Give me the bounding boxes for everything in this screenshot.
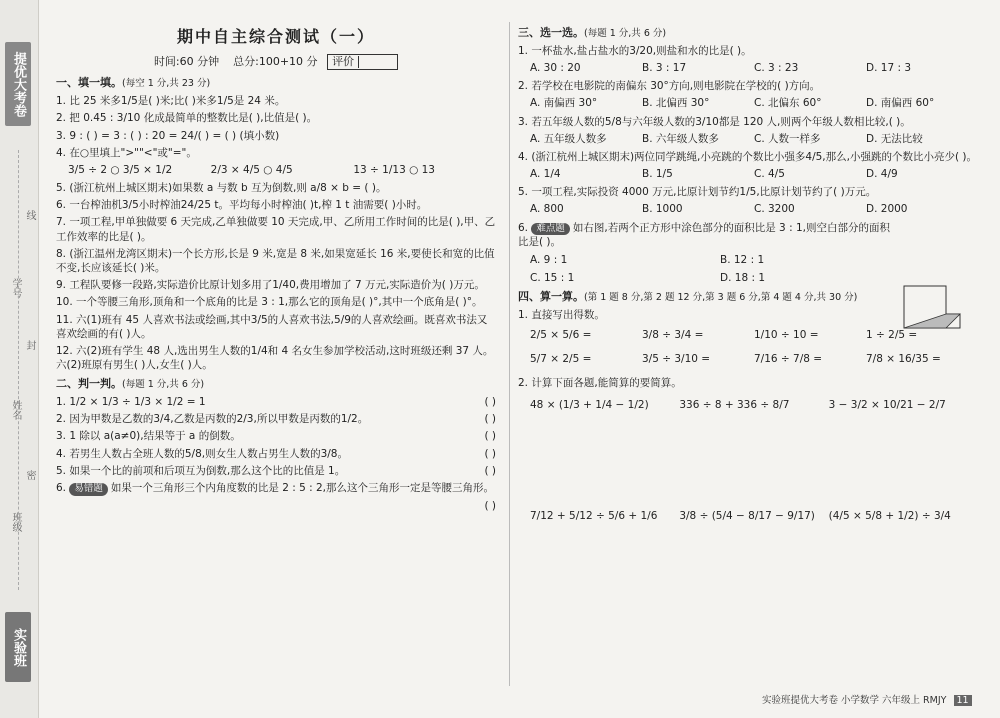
section-note: (每题 1 分,共 6 分) xyxy=(122,379,205,391)
seal-mark-seal: 封 xyxy=(24,340,35,350)
calc-row xyxy=(530,328,978,342)
judge-text: 1. 1/2 × 1/3 ÷ 1/3 × 1/2 = 1 xyxy=(56,396,206,409)
judge-paren-row xyxy=(56,499,496,513)
page-footer xyxy=(762,692,972,706)
page-number: 11 xyxy=(954,695,972,706)
question: 4. (浙江杭州上城区期末)两位同学跳绳,小亮跳的个数比小强多4/5,那么,小强跳的个数比小亮少( )。 xyxy=(518,150,977,163)
difficult-badge: 难点题 xyxy=(531,223,570,236)
calc-row xyxy=(530,509,978,523)
calc-item: 3/8 ÷ 3/4 = xyxy=(642,328,704,341)
section-title: 二、判一判。 xyxy=(56,377,122,391)
question: 1. 比 25 米多1/5是( )米;比( )米多1/5是 24 米。 xyxy=(56,95,286,108)
calc-item: 5/7 × 2/5 = xyxy=(530,353,592,366)
options-row xyxy=(530,96,978,110)
brand-logo-bottom: 实验班 xyxy=(5,612,31,682)
calc-item: (4/5 × 5/8 + 1/2) ÷ 3/4 xyxy=(828,509,951,522)
question: 5. 一项工程,实际投资 4000 万元,比原计划节约1/5,比原计划节约了( )万元。 xyxy=(518,186,877,199)
option: D. 17 : 3 xyxy=(866,62,912,75)
answer-paren: ( ) xyxy=(484,464,496,477)
section-fill xyxy=(56,76,496,91)
answer-paren: ( ) xyxy=(484,413,496,426)
question: 9. 工程队要修一段路,实际造价比原计划多用了1/40,费用增加了 7 万元,实际造价为( )万元。 xyxy=(56,279,485,292)
judge-item xyxy=(56,464,496,478)
option: A. 800 xyxy=(530,203,564,216)
calc-item: 3 − 3/2 × 10/21 − 2/7 xyxy=(828,399,946,412)
compare-item: 3/5 ÷ 2 ○ 3/5 × 1/2 xyxy=(68,163,173,176)
footer-text: 实验班提优大考卷 小学数学 六年级上 RMJY xyxy=(762,695,947,706)
option: C. 人数一样多 xyxy=(754,132,821,145)
judge-text: 2. 因为甲数是乙数的3/4,乙数是丙数的2/3,所以甲数是丙数的1/2。 xyxy=(56,413,369,426)
question: 1. 一杯盐水,盐占盐水的3/20,则盐和水的比是( )。 xyxy=(518,44,752,57)
section-title: 三、选一选。 xyxy=(518,26,584,39)
question: 2. 若学校在电影院的南偏东 30°方向,则电影院在学校的( )方向。 xyxy=(518,80,821,93)
seal-mark-secret: 密 xyxy=(24,470,35,480)
question: 10. 一个等腰三角形,顶角和一个底角的比是 3 : 1,那么它的顶角是( )°,其中一个底角是( )°。 xyxy=(56,296,483,309)
question: 11. 六(1)班有 45 人喜欢书法或绘画,其中3/5的人喜欢书法,5/9的人喜欢绘画。既喜欢书法又喜欢绘画的有( )人。 xyxy=(56,313,488,340)
calc-row xyxy=(530,398,978,412)
question: 12. 六(2)班有学生 48 人,选出男生人数的1/4和 4 名女生参加学校活动,这时班级还剩 37 人。六(2)班原有男生( )人,女生( )人。 xyxy=(56,344,494,372)
squares-figure xyxy=(903,285,961,329)
calc-item: 3/8 ÷ (5/4 − 8/17 − 9/17) xyxy=(679,509,815,522)
section-judge xyxy=(56,377,496,392)
page-title: 期中自主综合测试（一） xyxy=(176,27,375,46)
option: D. 4/9 xyxy=(866,168,898,181)
eval-label: 评价 xyxy=(332,54,355,68)
calc-item: 336 ÷ 8 + 336 ÷ 8/7 xyxy=(679,399,790,412)
question: 2. 把 0.45 : 3/10 化成最简单的整数比是( ),比值是( )。 xyxy=(56,112,318,125)
exam-meta xyxy=(56,54,496,71)
answer-paren: ( ) xyxy=(484,430,496,443)
calc-item: 3/5 ÷ 3/10 = xyxy=(642,353,711,366)
option: D. 18 : 1 xyxy=(720,271,766,284)
calc-item: 7/8 × 16/35 = xyxy=(866,353,941,366)
judge-text: 3. 1 除以 a(a≠0),结果等于 a 的倒数。 xyxy=(56,430,241,443)
option: C. 3 : 23 xyxy=(754,62,799,75)
option: C. 4/5 xyxy=(754,168,785,181)
judge-text: 如果一个三角形三个内角度数的比是 2 : 5 : 2,那么这个三角形一定是等腰三角形。 xyxy=(110,481,495,494)
option: D. 2000 xyxy=(866,203,908,216)
calc-item: 48 × (1/3 + 1/4 − 1/2) xyxy=(530,399,649,412)
question: 3. 若五年级人数的5/8与六年级人数的3/10都是 120 人,则两个年级人数相比较,( )。 xyxy=(518,115,911,128)
score-label: 总分:100+10 分 xyxy=(233,54,318,68)
eval-box xyxy=(327,54,398,71)
question: 6. 难点题 如右图,若两个正方形中涂色部分的面积比是 3 : 1,则空白部分的面积比是( )。 xyxy=(518,221,890,249)
calc-item: 7/12 + 5/12 ÷ 5/6 + 1/6 xyxy=(530,509,658,522)
option: B. 六年级人数多 xyxy=(642,132,719,145)
option: A. 1/4 xyxy=(530,168,561,181)
option: D. 南偏西 60° xyxy=(866,97,935,110)
compare-row xyxy=(68,163,496,177)
options-row xyxy=(530,253,910,267)
binding-sidebar xyxy=(0,0,39,718)
right-column xyxy=(518,26,978,523)
compare-item: 13 ÷ 1/13 ○ 13 xyxy=(353,163,435,176)
class-label: 班级 xyxy=(10,512,21,532)
seal-dashed-line xyxy=(18,150,19,590)
section-note: (每题 1 分,共 6 分) xyxy=(584,28,667,39)
question: 2. 计算下面各题,能简算的要简算。 xyxy=(518,377,682,390)
judge-item xyxy=(56,412,496,426)
calc-item: 2/5 × 5/6 = xyxy=(530,328,592,341)
seal-mark-line: 线 xyxy=(24,210,35,220)
option: B. 12 : 1 xyxy=(720,253,765,266)
option: B. 1000 xyxy=(642,203,683,216)
section-title: 四、算一算。 xyxy=(518,289,584,303)
option: C. 15 : 1 xyxy=(530,271,575,284)
calc-item: 1 ÷ 2/5 = xyxy=(866,328,918,341)
option: C. 北偏东 60° xyxy=(754,97,822,110)
option: A. 南偏西 30° xyxy=(530,97,598,110)
error-prone-badge: 易错题 xyxy=(69,483,108,496)
options-row xyxy=(530,61,978,75)
question: 3. 9 : ( ) = 3 : ( ) : 20 = 24/( ) = ( ) (填小数) xyxy=(56,129,280,142)
option: A. 30 : 20 xyxy=(530,62,581,75)
question-text: 如右图,若两个正方形中涂色部分的面积比是 3 : 1,则空白部分的面积比是( )。 xyxy=(518,221,890,249)
option: A. 五年级人数多 xyxy=(530,132,607,145)
column-divider xyxy=(509,22,510,686)
option: D. 无法比较 xyxy=(866,132,923,145)
section-title: 一、填一填。 xyxy=(56,76,122,90)
student-id-label: 学号 xyxy=(10,278,21,298)
options-row xyxy=(530,167,978,181)
answer-paren: ( ) xyxy=(484,499,496,512)
question: 1. 直接写出得数。 xyxy=(518,308,605,321)
section-choose xyxy=(518,26,978,41)
option: A. 9 : 1 xyxy=(530,253,568,266)
section-note: (第 1 题 8 分,第 2 题 12 分,第 3 题 6 分,第 4 题 4 分,共 30 分) xyxy=(584,291,858,303)
calc-item: 1/10 ÷ 10 = xyxy=(754,328,819,341)
judge-text: 4. 若男生人数占全班人数的5/8,则女生人数占男生人数的3/8。 xyxy=(56,447,348,460)
time-label: 时间:60 分钟 xyxy=(153,54,220,68)
options-row xyxy=(530,271,910,285)
judge-text: 5. 如果一个比的前项和后项互为倒数,那么这个比的比值是 1。 xyxy=(56,464,346,477)
left-column xyxy=(56,26,496,513)
answer-paren: ( ) xyxy=(484,396,496,409)
compare-item: 2/3 × 4/5 ○ 4/5 xyxy=(210,163,293,176)
student-name-label: 姓名 xyxy=(10,400,21,420)
option: C. 3200 xyxy=(754,203,795,216)
question: 7. 一项工程,甲单独做要 6 天完成,乙单独做要 10 天完成,甲、乙所用工作时间的比是( ),甲、乙工作效率的比是( )。 xyxy=(56,216,496,243)
judge-item xyxy=(56,395,496,409)
judge-item xyxy=(56,447,496,461)
calc-item: 7/16 ÷ 7/8 = xyxy=(754,353,823,366)
option: B. 北偏西 30° xyxy=(642,97,710,110)
judge-item: 6. 易错题 如果一个三角形三个内角度数的比是 2 : 5 : 2,那么这个三角形一定是等腰三角形。 xyxy=(56,481,495,494)
brand-logo-top: 提优大考卷 xyxy=(5,42,31,126)
question: 8. (浙江温州龙湾区期末)一个长方形,长是 9 米,宽是 8 米,如果宽延长 16 米,要使长和宽的比值不变,长应该延长( )米。 xyxy=(56,247,495,274)
question: 5. (浙江杭州上城区期末)如果数 a 与数 b 互为倒数,则 a/8 × b = ( )。 xyxy=(56,182,387,195)
options-row xyxy=(530,202,978,216)
question: 6. 一台榨油机3/5小时榨油24/25 t。平均每小时榨油( )t,榨 1 t 油需要( )小时。 xyxy=(56,199,428,212)
section-note: (每空 1 分,共 23 分) xyxy=(122,78,211,90)
option: B. 1/5 xyxy=(642,168,673,181)
option: B. 3 : 17 xyxy=(642,62,687,75)
options-row xyxy=(530,132,978,146)
answer-paren: ( ) xyxy=(484,447,496,460)
question: 4. 在○里填上">""<"或"="。 xyxy=(56,146,197,159)
calc-row xyxy=(530,352,978,366)
judge-item xyxy=(56,429,496,443)
